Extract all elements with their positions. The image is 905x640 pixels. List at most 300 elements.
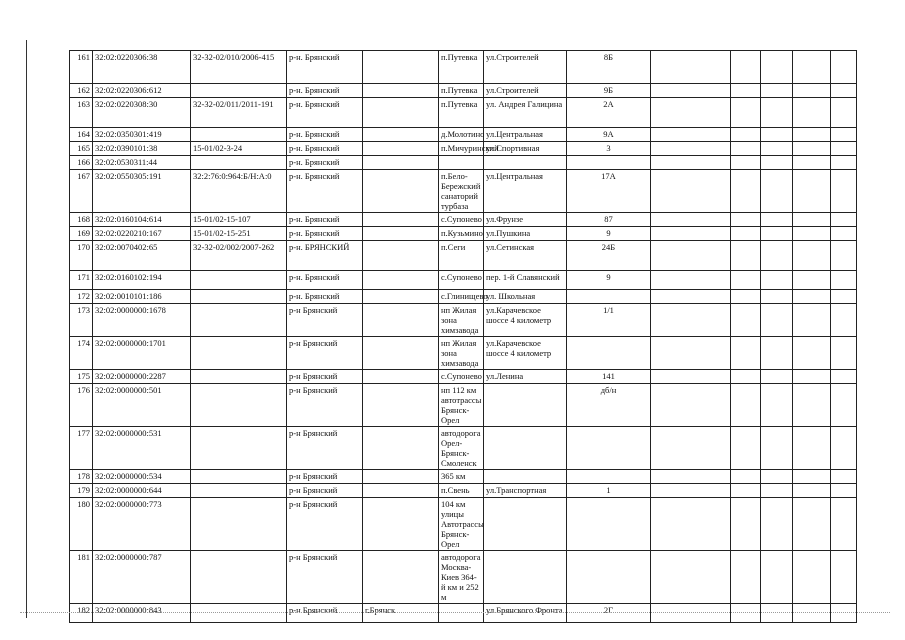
city [363,84,439,98]
table-row [70,51,857,84]
city [363,484,439,498]
empty-cell [731,213,761,227]
empty-cell [761,128,793,142]
house-number [567,290,651,304]
house-number: 3 [567,142,651,156]
empty-cell [651,142,731,156]
district: р-н Брянский [287,304,363,337]
empty-cell [793,98,831,128]
city [363,304,439,337]
registration-number: 15-01/02-15-251 [191,227,287,241]
district: р-н. Брянский [287,213,363,227]
row-number: 165 [70,142,93,156]
empty-cell [651,241,731,271]
house-number [567,551,651,604]
empty-cell [831,470,857,484]
cadastral-number: 32:02:0220210:167 [93,227,191,241]
locality: автодорога Орел-Брянск-Смоленск [439,427,484,470]
empty-cell [761,604,793,623]
empty-cell [731,370,761,384]
registration-number [191,156,287,170]
cadastral-number: 32:02:0220308:30 [93,98,191,128]
row-number: 179 [70,484,93,498]
house-number: 9А [567,128,651,142]
empty-cell [761,84,793,98]
city [363,241,439,271]
empty-cell [761,470,793,484]
registration-number [191,128,287,142]
empty-cell [761,370,793,384]
empty-cell [793,84,831,98]
row-number: 181 [70,551,93,604]
empty-cell [831,170,857,213]
locality: п.Мичуринский [439,142,484,156]
cadastral-number: 32:02:0220306:38 [93,51,191,84]
empty-cell [831,427,857,470]
empty-cell [793,384,831,427]
cadastral-number: 32:02:0000000:501 [93,384,191,427]
district: р-н Брянский [287,427,363,470]
empty-cell [831,98,857,128]
empty-cell [731,271,761,290]
empty-cell [651,84,731,98]
empty-cell [651,427,731,470]
registration-number [191,427,287,470]
empty-cell [761,427,793,470]
empty-cell [651,370,731,384]
row-number: 171 [70,271,93,290]
cadastral-number: 32:02:0000000:843 [93,604,191,623]
row-number: 173 [70,304,93,337]
street [484,156,567,170]
cadastral-number: 32:02:0000000:2287 [93,370,191,384]
house-number: 1 [567,484,651,498]
city [363,170,439,213]
registration-number: 32-32-02/010/2006-415 [191,51,287,84]
registration-number [191,271,287,290]
locality: с.Супонево [439,370,484,384]
empty-cell [831,337,857,370]
district: р-н. Брянский [287,156,363,170]
city [363,384,439,427]
empty-cell [793,290,831,304]
table-row [70,604,857,623]
registration-number: 32-32-02/011/2011-191 [191,98,287,128]
table-row [70,84,857,98]
cadastral-number: 32:02:0000000:531 [93,427,191,470]
empty-cell [731,241,761,271]
table-row [70,128,857,142]
street [484,551,567,604]
city [363,213,439,227]
street: ул.Карачевское шоссе 4 километр [484,304,567,337]
row-number: 177 [70,427,93,470]
empty-cell [731,156,761,170]
locality: 365 км [439,470,484,484]
empty-cell [793,337,831,370]
locality: с.Глинищево [439,290,484,304]
table-row [70,227,857,241]
city [363,427,439,470]
house-number: 8Б [567,51,651,84]
empty-cell [831,51,857,84]
empty-cell [731,498,761,551]
empty-cell [731,290,761,304]
locality: п.Путевка [439,51,484,84]
street [484,384,567,427]
district: р-н. Брянский [287,98,363,128]
locality [439,604,484,623]
row-number: 161 [70,51,93,84]
city [363,498,439,551]
cadastral-number: 32:02:0530311:44 [93,156,191,170]
street: ул.Пушкина [484,227,567,241]
registration-number: 32:2:76:0:964:Б/Н:А:0 [191,170,287,213]
empty-cell [651,470,731,484]
registration-number: 15-01/02-3-24 [191,142,287,156]
empty-cell [831,551,857,604]
city [363,227,439,241]
empty-cell [651,304,731,337]
empty-cell [651,384,731,427]
locality [439,156,484,170]
street: ул.Строителей [484,84,567,98]
locality: автодорога Москва-Киев 364-й км и 252 м [439,551,484,604]
locality: нп Жилая зона химзавода [439,304,484,337]
house-number [567,156,651,170]
street: ул.Сетинская [484,241,567,271]
table-row [70,271,857,290]
locality: нп Жилая зона химзавода [439,337,484,370]
empty-cell [831,241,857,271]
row-number: 168 [70,213,93,227]
street: ул. Школьная [484,290,567,304]
empty-cell [793,498,831,551]
street: ул.Ленина [484,370,567,384]
city [363,128,439,142]
registration-number [191,384,287,427]
row-number: 170 [70,241,93,271]
empty-cell [731,484,761,498]
district: р-н. Брянский [287,142,363,156]
empty-cell [761,551,793,604]
empty-cell [761,170,793,213]
table-row [70,142,857,156]
empty-cell [651,498,731,551]
house-number: 9 [567,227,651,241]
city [363,290,439,304]
empty-cell [651,290,731,304]
cadastral-number: 32:02:0000000:534 [93,470,191,484]
empty-cell [651,271,731,290]
empty-cell [731,227,761,241]
empty-cell [761,98,793,128]
district: р-н. БРЯНСКИЙ [287,241,363,271]
city [363,551,439,604]
empty-cell [831,156,857,170]
empty-cell [793,470,831,484]
district: р-н Брянский [287,484,363,498]
street: ул.Транспортная [484,484,567,498]
cadastral-number: 32:02:0000000:1701 [93,337,191,370]
cadastral-number: 32:02:0160104:614 [93,213,191,227]
empty-cell [731,604,761,623]
empty-cell [651,170,731,213]
cadastral-number: 32:02:0220306:612 [93,84,191,98]
city [363,51,439,84]
table-row [70,427,857,470]
empty-cell [761,142,793,156]
locality: д.Молотино [439,128,484,142]
empty-cell [793,241,831,271]
table-row [70,498,857,551]
city [363,470,439,484]
district: р-н. Брянский [287,51,363,84]
house-number [567,498,651,551]
empty-cell [793,142,831,156]
street [484,498,567,551]
empty-cell [761,498,793,551]
empty-cell [761,271,793,290]
row-number: 175 [70,370,93,384]
cadastral-number: 32:02:0010101:186 [93,290,191,304]
table-row [70,290,857,304]
table-row [70,98,857,128]
table-row [70,384,857,427]
cadastral-number: 32:02:0350301:419 [93,128,191,142]
locality: п.Свень [439,484,484,498]
empty-cell [831,227,857,241]
empty-cell [731,98,761,128]
locality: п.Путевка [439,98,484,128]
empty-cell [761,484,793,498]
empty-cell [651,98,731,128]
registration-number [191,470,287,484]
street: ул.Строителей [484,51,567,84]
property-register-table [69,50,857,623]
street [484,470,567,484]
table-row [70,551,857,604]
district: р-н Брянский [287,370,363,384]
house-number: дб/н [567,384,651,427]
empty-cell [651,227,731,241]
locality: нп 112 км автотрассы Брянск-Орел [439,384,484,427]
cadastral-number: 32:02:0000000:1678 [93,304,191,337]
house-number: 9 [567,271,651,290]
registration-number [191,290,287,304]
empty-cell [793,304,831,337]
table-row [70,170,857,213]
city [363,156,439,170]
registration-number [191,84,287,98]
empty-cell [731,142,761,156]
district: р-н Брянский [287,337,363,370]
locality: 104 км улицы Автотрассы Брянск-Орел [439,498,484,551]
cadastral-number: 32:02:0000000:787 [93,551,191,604]
empty-cell [651,128,731,142]
row-number: 164 [70,128,93,142]
empty-cell [793,370,831,384]
house-number: 1/1 [567,304,651,337]
empty-cell [731,304,761,337]
empty-cell [761,337,793,370]
empty-cell [651,337,731,370]
cadastral-number: 32:02:0550305:191 [93,170,191,213]
row-number: 169 [70,227,93,241]
empty-cell [651,551,731,604]
row-number: 176 [70,384,93,427]
empty-cell [651,156,731,170]
locality: п.Бело-Бережский санаторий турбаза [439,170,484,213]
table-row [70,241,857,271]
margin-line [26,40,27,618]
registration-number [191,304,287,337]
empty-cell [793,128,831,142]
house-number [567,470,651,484]
locality: п.Кузьмино [439,227,484,241]
district: р-н. Брянский [287,290,363,304]
street: ул. Андрея Галицина [484,98,567,128]
row-number: 162 [70,84,93,98]
empty-cell [793,271,831,290]
row-number: 182 [70,604,93,623]
registration-number [191,498,287,551]
street: пер. 1-й Славянский [484,271,567,290]
table-row [70,484,857,498]
scan-noise-line [20,612,890,613]
empty-cell [793,51,831,84]
empty-cell [793,604,831,623]
empty-cell [831,304,857,337]
empty-cell [831,370,857,384]
street: ул.Карачевское шоссе 4 километр [484,337,567,370]
locality: с.Супонево [439,213,484,227]
empty-cell [831,213,857,227]
empty-cell [651,484,731,498]
city [363,271,439,290]
empty-cell [651,51,731,84]
empty-cell [651,213,731,227]
empty-cell [793,156,831,170]
table-row [70,470,857,484]
empty-cell [731,84,761,98]
street: ул.Спортивная [484,142,567,156]
city [363,370,439,384]
house-number: 24Б [567,241,651,271]
registration-number: 32-32-02/002/2007-262 [191,241,287,271]
empty-cell [731,51,761,84]
district: р-н Брянский [287,551,363,604]
table-row [70,213,857,227]
empty-cell [761,384,793,427]
house-number: 87 [567,213,651,227]
district: р-н. Брянский [287,227,363,241]
empty-cell [831,142,857,156]
house-number: 9Б [567,84,651,98]
empty-cell [831,271,857,290]
table-row [70,156,857,170]
empty-cell [761,290,793,304]
empty-cell [831,84,857,98]
empty-cell [793,170,831,213]
cadastral-number: 32:02:0070402:65 [93,241,191,271]
empty-cell [761,304,793,337]
locality: п.Путевка [439,84,484,98]
district: р-н Брянский [287,604,363,623]
registration-number [191,551,287,604]
empty-cell [793,551,831,604]
cadastral-number: 32:02:0390101:38 [93,142,191,156]
empty-cell [793,427,831,470]
street [484,427,567,470]
table-row [70,337,857,370]
city [363,98,439,128]
empty-cell [831,498,857,551]
street: ул.Центральная [484,128,567,142]
locality: п.Сеги [439,241,484,271]
cadastral-number: 32:02:0160102:194 [93,271,191,290]
empty-cell [831,484,857,498]
empty-cell [831,604,857,623]
district: р-н. Брянский [287,84,363,98]
street: ул.Брянского Фронта [484,604,567,623]
empty-cell [731,128,761,142]
registration-number [191,604,287,623]
empty-cell [761,227,793,241]
street: ул.Фрунзе [484,213,567,227]
house-number: 141 [567,370,651,384]
row-number: 174 [70,337,93,370]
empty-cell [831,128,857,142]
empty-cell [793,484,831,498]
city: г.Брянск [363,604,439,623]
row-number: 172 [70,290,93,304]
empty-cell [731,427,761,470]
cadastral-number: 32:02:0000000:644 [93,484,191,498]
empty-cell [651,604,731,623]
empty-cell [831,290,857,304]
district: р-н Брянский [287,498,363,551]
empty-cell [793,213,831,227]
house-number [567,427,651,470]
cadastral-number: 32:02:0000000:773 [93,498,191,551]
empty-cell [793,227,831,241]
empty-cell [731,551,761,604]
row-number: 167 [70,170,93,213]
empty-cell [831,384,857,427]
district: р-н. Брянский [287,271,363,290]
registration-number [191,337,287,370]
row-number: 166 [70,156,93,170]
district: р-н. Брянский [287,128,363,142]
row-number: 178 [70,470,93,484]
row-number: 163 [70,98,93,128]
empty-cell [731,170,761,213]
district: р-н Брянский [287,384,363,427]
empty-cell [731,384,761,427]
district: р-н Брянский [287,470,363,484]
row-number: 180 [70,498,93,551]
locality: с.Супонево [439,271,484,290]
district: р-н. Брянский [287,170,363,213]
city [363,142,439,156]
house-number: 2А [567,98,651,128]
empty-cell [761,241,793,271]
empty-cell [731,470,761,484]
empty-cell [761,156,793,170]
empty-cell [761,51,793,84]
registration-number [191,484,287,498]
